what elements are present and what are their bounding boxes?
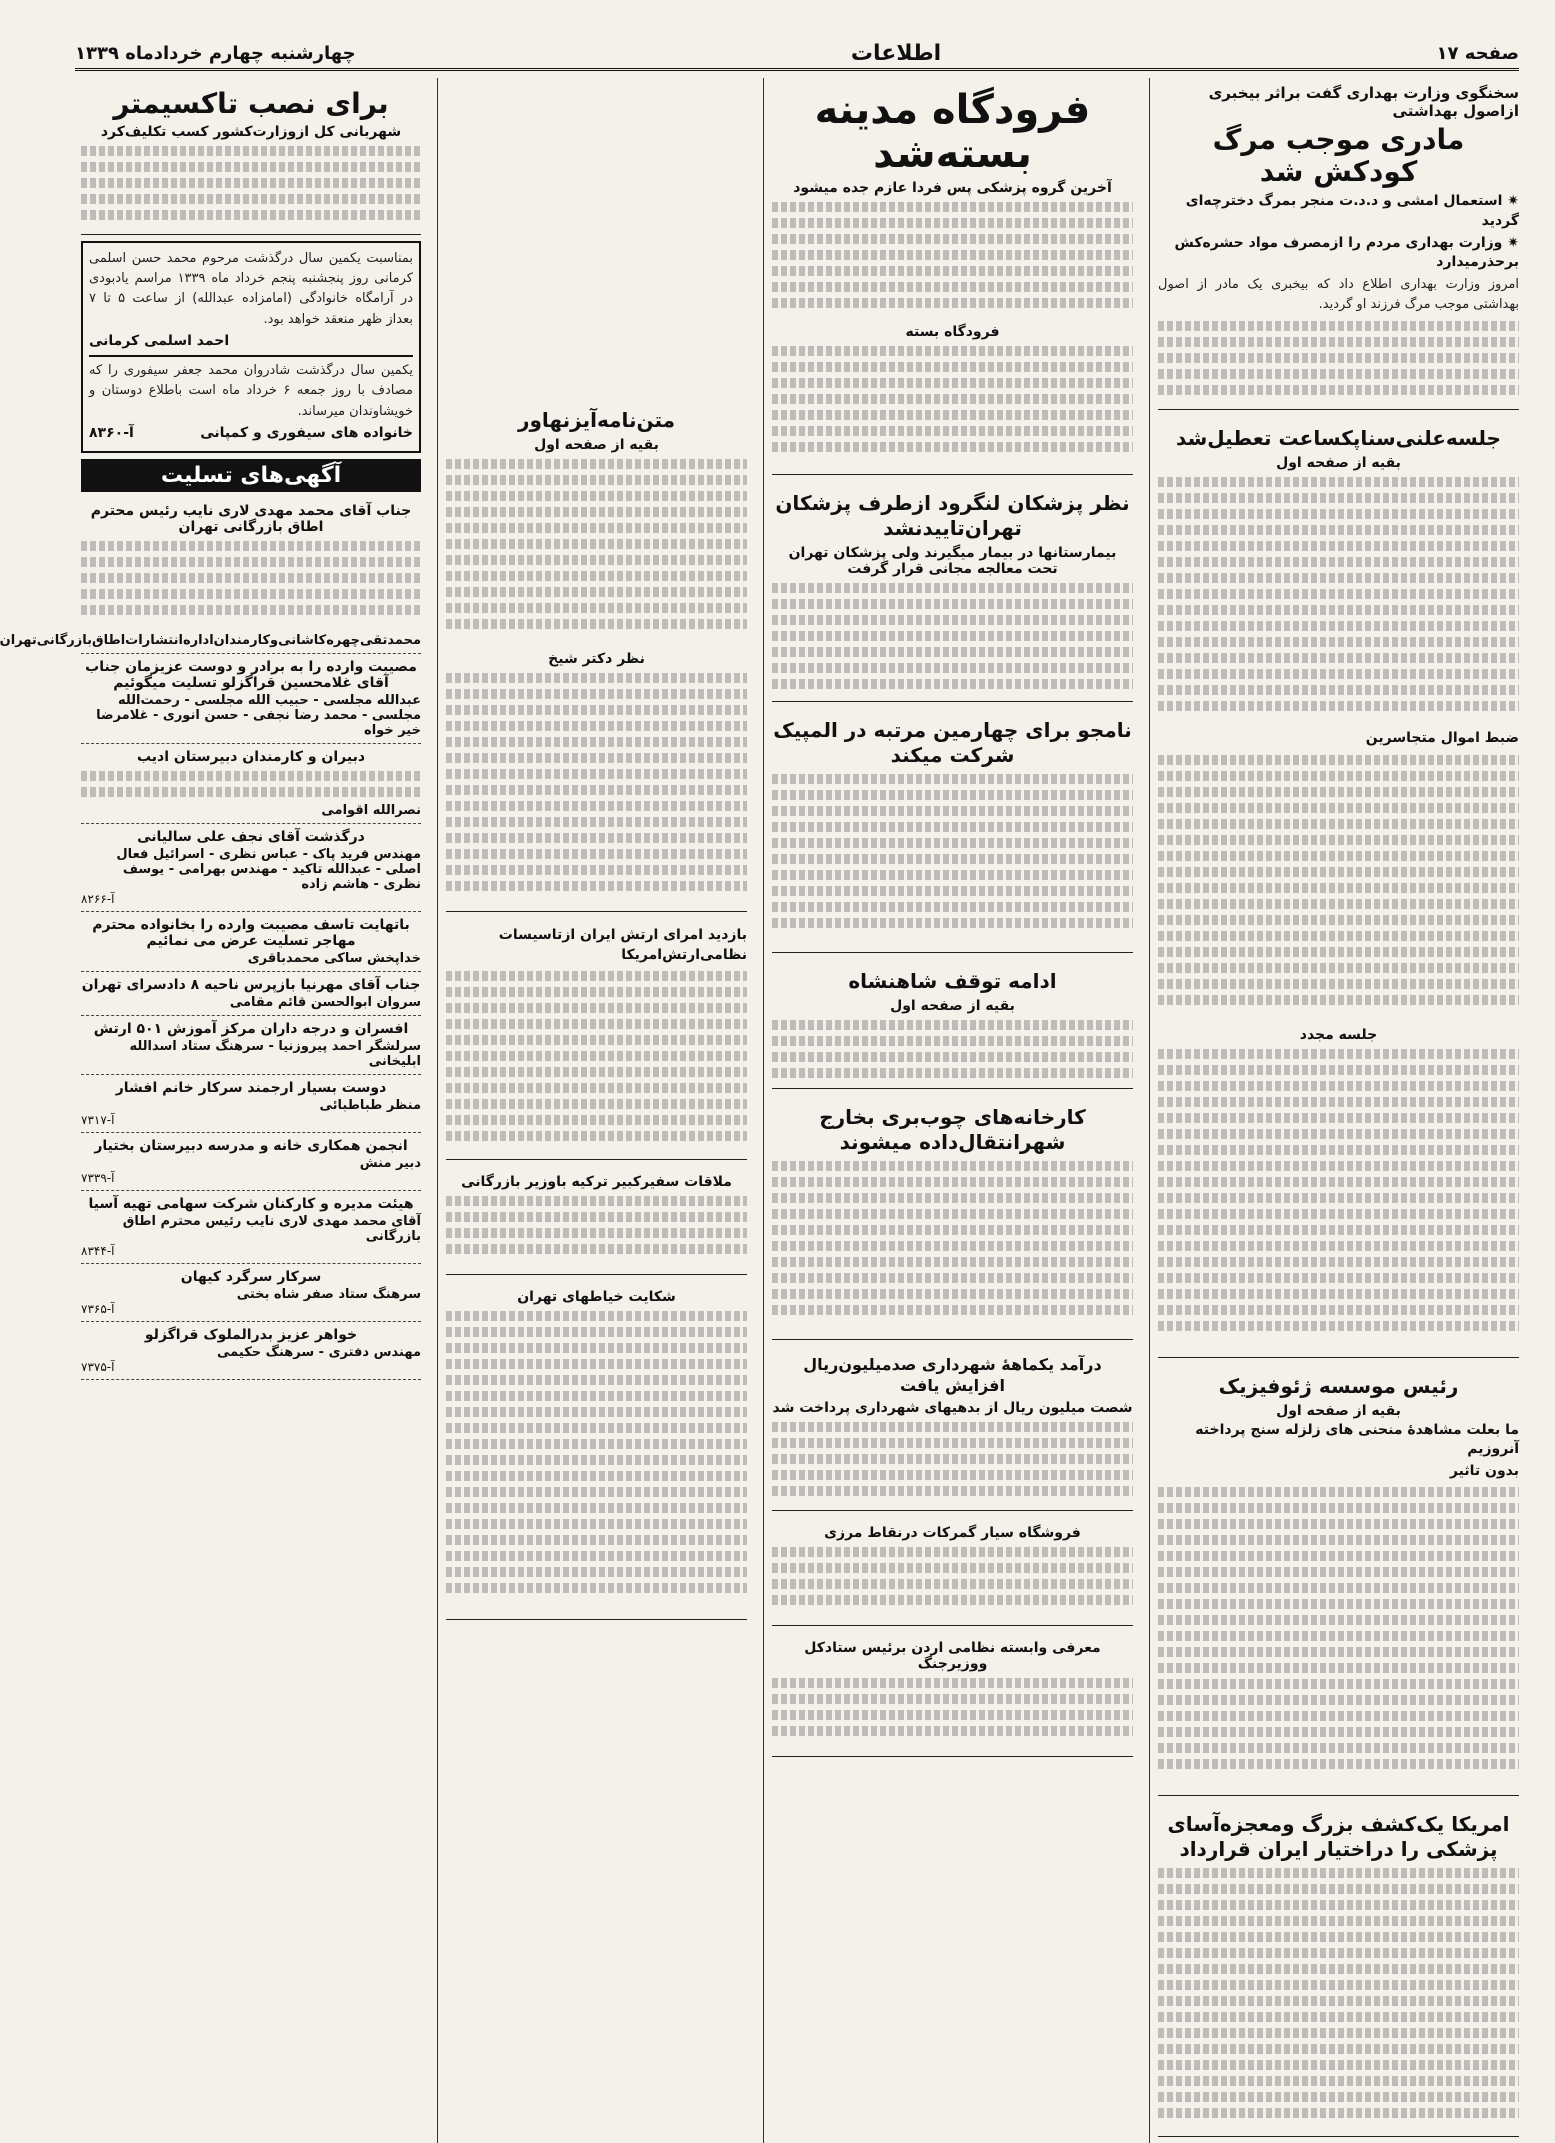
page-number: صفحه ۱۷ xyxy=(1436,42,1519,64)
memorial-text: بمناسبت یکمین سال درگذشت مرحوم محمد حسن اسلمی کرمانی روز پنجشنبه پنجم خرداد ماه ۱۳۳۹ مراسم یادبودی در آرامگاه خانوادگی (امامزاده عبدالله) از ساعت ۵ تا ۷ بعداز ظهر منعقد خواهد بود. xyxy=(89,251,414,327)
ad-title: هیئت مدیره و کارکنان شرکت سهامی تهیه آسیا xyxy=(88,1196,414,1213)
article-headline: درآمد یکماههٔ شهرداری صدمیلیون‌ریال افزایش یافت xyxy=(803,1355,1102,1395)
condolence-ad xyxy=(81,1075,421,1133)
ad-title: باتهایت تاسف مصیبت وارده را بخانواده محترم مهاجر تسلیت عرض می نمائیم xyxy=(92,917,410,950)
ad-title: درگذشت آقای نجف علی سالیانی xyxy=(137,829,365,846)
ad-title: انجمن همکاری خانه و مدرسه دبیرستان بختیار xyxy=(94,1138,408,1155)
article-subhead: بقیه از صفحه اول xyxy=(1276,455,1401,472)
ad-code: آ-۸۲۶۶ xyxy=(81,892,115,907)
article-body-text xyxy=(446,1311,747,1611)
article-body-text xyxy=(772,1161,1133,1331)
article-headline: معرفی وابسته نظامی اردن برئیس ستاد‌کل ووزیرجنگ xyxy=(804,1639,1101,1672)
article-headline: ادامه توقف شاهنشاه xyxy=(848,969,1057,993)
ad-title: دوست بسیار ارجمند سرکار خانم افشار xyxy=(115,1080,387,1097)
ad-signature: منظر طباطبائی xyxy=(319,1098,421,1114)
ad-signature: مهندس دفتری - سرهنگ حکیمی xyxy=(217,1345,421,1361)
article-medina-airport xyxy=(772,78,1133,475)
article-subhead: بیمارستانها در بیمار میگیرند ولی پزشکان تهران تحت معالجه مجانی قرار گرفت xyxy=(788,545,1117,577)
ad-code: آ-۷۳۳۹ xyxy=(81,1171,115,1186)
condolence-ad xyxy=(81,654,421,744)
article-america-discovery xyxy=(1158,1802,1519,2137)
article-body-text xyxy=(772,1678,1133,1748)
ad-signature: خداپخش ساکی محمدباقری xyxy=(247,951,421,967)
article-namjoo-olympics xyxy=(772,708,1133,953)
article-eisenhower-letter xyxy=(446,398,747,912)
article-body-text xyxy=(1158,755,1519,1025)
condolence-ad xyxy=(81,1322,421,1380)
article-headline: شکایت خیاطهای تهران xyxy=(517,1289,676,1306)
article-body-text xyxy=(1158,477,1519,727)
condolence-ad xyxy=(81,1191,421,1264)
article-headline: بازدید امرای ارتش ایران ازتاسیسات نظامی‌ارتش‌امریکا xyxy=(498,927,747,963)
condolence-ad xyxy=(81,972,421,1016)
article-subhead: نظر دکتر شیخ xyxy=(548,651,645,667)
article-body-text xyxy=(81,146,421,226)
column-1 xyxy=(1149,78,1519,2143)
ad-body-text xyxy=(81,771,421,801)
article-body-text xyxy=(1158,1868,1519,2128)
article-subhead: شصت میلیون ریال از بدهیهای شهرداری پرداخت شد xyxy=(772,1399,1133,1416)
ad-signature: سروان ابوالحسن قائم مقامی xyxy=(229,995,421,1011)
ad-signature: مهندس فرید پاک - عباس نظری - اسرائیل فعال اصلی - عبدالله تاکید - مهندس بهرامی - یوسف نظری - هاشم زاده xyxy=(116,847,421,893)
ad-code: آ-۷۳۶۵ xyxy=(81,1302,115,1317)
article-mother-child xyxy=(1158,78,1519,410)
ad-title: سرکار سرگرد کیهان xyxy=(180,1269,322,1286)
memorial-signature: خانواده های سیفوری و کمپانی xyxy=(200,424,413,441)
condolence-ad xyxy=(81,744,421,824)
ad-code: آ-۸۳۶۰ xyxy=(89,424,134,441)
article-headline: نظر پزشکان لنگرود ازطرف پزشکان تهران‌تایید‌نشد xyxy=(775,491,1130,540)
article-body-text xyxy=(772,202,1133,322)
article-subhead: جلسه مجدد xyxy=(1299,1026,1378,1043)
article-headline: کارخانه‌های چوب‌بری بخارج شهرانتقال‌داده میشوند xyxy=(819,1105,1086,1154)
article-taximeter xyxy=(81,78,421,235)
article-subhead: بقیه از صفحه اول xyxy=(1276,1402,1401,1419)
article-jordan-attache xyxy=(772,1632,1133,1757)
article-subhead: شهربانی کل ازوزارت‌کشور کسب تکلیف‌کرد xyxy=(100,124,402,141)
article-subhead: بقیه از صفحه اول xyxy=(534,437,659,453)
article-subhead: بقیه از صفحه اول xyxy=(890,998,1015,1014)
column-4 xyxy=(0,78,421,2143)
article-army-visit xyxy=(446,918,747,1160)
ad-code: آ-۷۳۱۷ xyxy=(81,1113,115,1128)
article-body-text xyxy=(1158,321,1519,401)
ad-title: مصیبت وارده را به برادر و دوست عزیزمان جناب آقای غلامحسین قراگزلو تسلیت میگوئیم xyxy=(85,659,417,692)
condolence-list xyxy=(0,498,421,1380)
article-kicker: سخنگوی وزارت بهداری گفت براثر بیخبری ازاصول بهداشتی xyxy=(1208,84,1519,120)
article-headline: فروشگاه سیار گمرکات درنقاط مرزی xyxy=(824,1524,1081,1541)
ad-signature: نصرالله اقوامی xyxy=(321,803,421,819)
article-turkish-ambassador xyxy=(446,1166,747,1275)
article-body-text xyxy=(1158,1487,1519,1787)
article-subhead: فرودگاه بسته xyxy=(905,324,1000,340)
column-2 xyxy=(763,78,1133,2143)
article-headline: امریکا یک‌کشف بزرگ ومعجزه‌آسای پزشکی را دراختیار ایران قرارداد xyxy=(1167,1812,1510,1862)
condolence-ad xyxy=(81,1016,421,1075)
masthead xyxy=(75,38,1519,71)
article-body-text xyxy=(772,1020,1133,1080)
article-headline: نامجو برای چهارمین مرتبه در المپیک شرکت میکند xyxy=(773,718,1132,767)
memorial-signature: احمد اسلمی کرمانی xyxy=(89,332,230,349)
ad-title: جناب آقای محمد مهدی لاری نایب رئیس محترم اطاق بازرگانی تهران xyxy=(90,503,412,536)
article-senate xyxy=(1158,416,1519,1358)
article-geophysics xyxy=(1158,1364,1519,1797)
article-municipal-revenue xyxy=(772,1346,1133,1511)
article-headline: ملاقات سفیرکبیر ترکیه باوزیر بازرگانی xyxy=(461,1174,732,1191)
article-subhead: بدون تاثیر xyxy=(1449,1462,1519,1479)
ad-title: خواهر عزیز بدرالملوک قراگزلو xyxy=(144,1327,358,1344)
article-body-text xyxy=(446,673,747,903)
article-headline: متن‌نامه‌آیزنهاور xyxy=(517,408,676,432)
condolence-ad xyxy=(0,498,421,654)
condolence-ad xyxy=(81,824,421,912)
article-body-text xyxy=(772,1422,1133,1502)
ad-title: جناب آقای مهرنیا بازپرس ناحیه ۸ دادسرای تهران xyxy=(81,977,421,994)
ad-code: آ-۸۳۴۴ xyxy=(81,1244,115,1259)
ad-code: آ-۷۳۷۵ xyxy=(81,1360,115,1375)
article-body-text xyxy=(772,583,1133,693)
article-body-text xyxy=(446,459,747,649)
condolence-ad xyxy=(81,1133,421,1191)
memorial-notice xyxy=(81,241,421,453)
article-headline: برای نصب تاکسیمتر xyxy=(113,87,389,120)
memorial-text: یکمین سال درگذشت شادروان محمد جعفر سیفوری را که مصادف با روز جمعه ۶ خرداد ماه است باطلاع دوستان و خویشاوندان میرساند. xyxy=(89,363,413,419)
article-shah-stay xyxy=(772,959,1133,1089)
columns xyxy=(0,78,1519,2027)
ad-title: افسران و درجه داران مرکز آموزش ۵۰۱ ارتش xyxy=(93,1021,409,1038)
article-subhead: ما بعلت مشاهدهٔ منحنی های زلزله سنج پرداخته آنروزیم xyxy=(1195,1421,1519,1458)
condolence-ad xyxy=(81,1264,421,1322)
article-bullet: ✷ وزارت بهداری مردم را ازمصرف مواد حشره‌کش برحذرمیدارد xyxy=(1158,234,1519,273)
article-headline: رئیس موسسه ژئوفیزیک xyxy=(1218,1373,1459,1398)
issue-date: چهارشنبه چهارم خردادماه ۱۳۳۹ xyxy=(75,42,356,64)
article-body-text xyxy=(446,971,747,1151)
article-headline: جلسه‌علنی‌سناپکساعت تعطیل‌شد xyxy=(1176,426,1501,451)
article-body-text xyxy=(1158,1049,1519,1349)
ad-title: دبیران و کارمندان دبیرستان ادیب xyxy=(136,749,366,766)
ad-signature: محمدتقی‌چهره‌کاشانی‌وکارمندان‌اداره‌انتشارات‌اطاق‌بازرگانی‌تهران xyxy=(0,633,421,649)
article-subhead: آخرین گروه پزشکی پس فردا عازم جده میشود xyxy=(793,180,1112,196)
ad-signature: عبدالله مجلسی - حبیب الله مجلسی - رحمت‌الله مجلسی - محمد رضا نجفی - حسن انوری - غلامرضا خیر خواه xyxy=(96,693,421,739)
article-body-text xyxy=(772,774,1133,944)
article-body-text xyxy=(446,1196,747,1266)
ad-signature: دبیر منش xyxy=(359,1156,421,1172)
article-subhead: ضبط اموال متجاسرین xyxy=(1365,730,1519,747)
article-tailors-complaint xyxy=(446,1281,747,1620)
article-body-text xyxy=(772,1547,1133,1617)
article-sawmills xyxy=(772,1095,1133,1340)
ad-signature: سرلشگر احمد پیروزنیا - سرهنگ ستاد اسدالله ابلیخانی xyxy=(129,1039,421,1070)
article-body-text xyxy=(772,346,1133,466)
article-langerud-doctors xyxy=(772,481,1133,702)
article-bullet: ✷ استعمال امشی و د.د.ت منجر بمرگ دخترچه‌ای گردید xyxy=(1158,192,1519,231)
article-customs-store xyxy=(772,1517,1133,1626)
condolence-ad xyxy=(81,912,421,972)
condolence-section-header: آگهی‌های تسلیت xyxy=(81,459,421,492)
column-3 xyxy=(437,78,747,2143)
article-headline: مادری موجب مرگ کودکش شد xyxy=(1212,123,1465,189)
paper-name: اطلاعات xyxy=(850,40,942,66)
article-headline: فرودگاه مدینه بسته‌شد xyxy=(814,87,1091,177)
article-lead: امروز وزارت بهداری اطلاع داد که بیخبری یک مادر از اصول بهداشتی موجب مرگ فرزند او گردید. xyxy=(1158,276,1519,312)
ad-body-text xyxy=(81,541,421,631)
ad-signature: آقای محمد مهدی لاری نایب رئیس محترم اطاق بازرگانی xyxy=(122,1214,421,1245)
ad-signature: سرهنگ ستاد صفر شاه بختی xyxy=(236,1287,421,1303)
